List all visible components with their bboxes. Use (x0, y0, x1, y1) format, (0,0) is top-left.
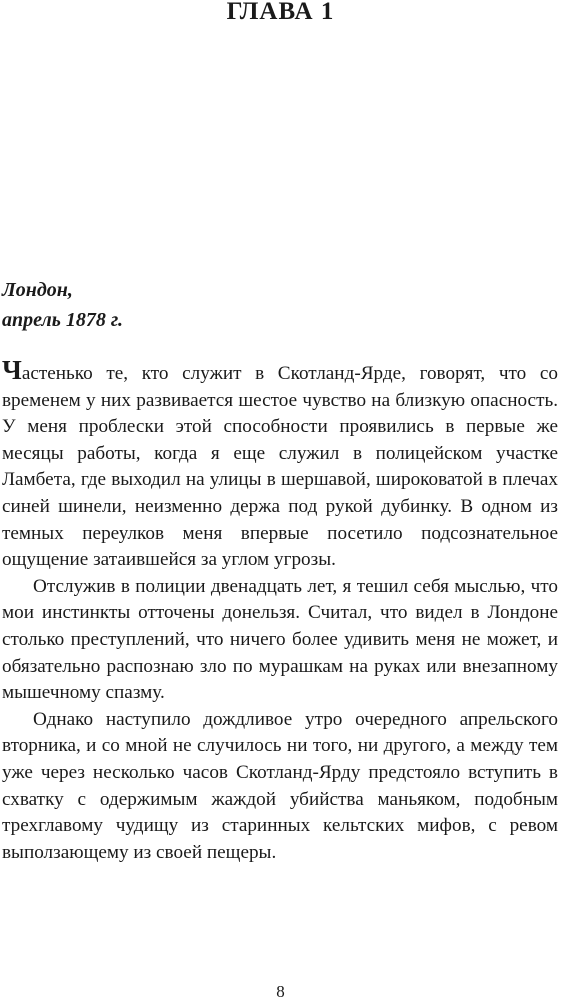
place-line: Лондон, (2, 279, 73, 301)
body-text (2, 355, 558, 866)
page-number: 8 (276, 982, 285, 1001)
drop-cap-initial: Ч (2, 355, 22, 385)
paragraph-1 (2, 355, 558, 574)
paragraph-2: Отслужив в полиции двенадцать лет, я тешил себя мыслью, что мои инстинкты отточены донельзя. Считал, что видел в Лондоне столько преступлений, что ничего более удивить меня не может, и обязательно распознаю зло по мурашкам на руках или внезапному мышечному спазму. (2, 575, 558, 704)
chapter-title: ГЛАВА 1 (226, 0, 335, 25)
paragraph-1-text: астенько те, кто служит в Скотланд-Ярде, говорят, что со временем у них развивается шестое чувство на близкую опасность. У меня проблески этой способности проявились в первые же месяцы работы, когда я еще служил в полицейском участке Ламбета, где выходил на улицы в шершавой, широковатой в плечах синей шинели, неизменно держа под рукой дубинку. В одном из темных переулков меня впервые посетило подсознательное ощущение затаившейся за углом угрозы. (2, 363, 558, 571)
date-line: апрель 1878 г. (2, 309, 124, 331)
place-date-heading (2, 275, 542, 335)
paragraph-3: Однако наступило дождливое утро очередного апрельского вторника, и со мной не случилось ни того, ни другого, а между тем уже через несколько часов Скотланд-Ярду предстояло вступить в схватку с одержимым жаждой убийства маньяком, подобным трехглавому чудищу из старинных кельтских мифов, с ревом выползающему из своей пещеры. (2, 708, 558, 863)
